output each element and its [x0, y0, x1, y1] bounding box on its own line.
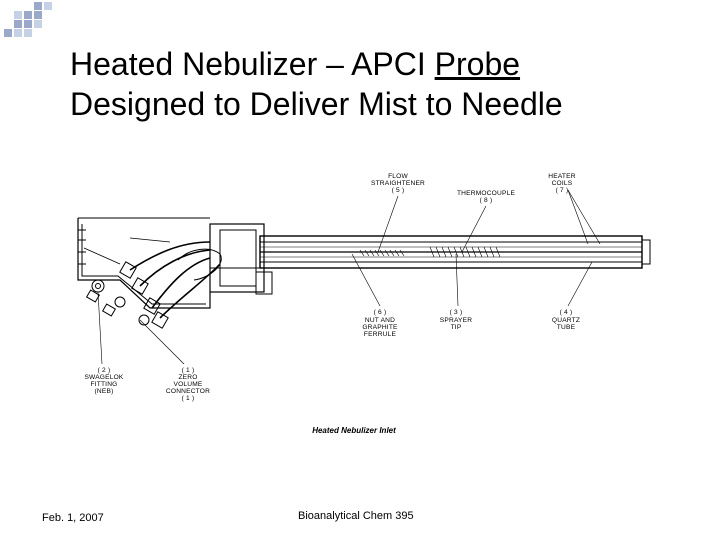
label-flow-straightener-1: FLOW: [388, 173, 408, 180]
label-heater-coils-num: ( 7 ): [555, 187, 569, 194]
label-quartz-num: ( 4 ): [559, 309, 573, 316]
label-nut-1: NUT AND: [364, 317, 396, 324]
label-thermocouple: THERMOCOUPLE: [456, 190, 516, 197]
leader-lines: [98, 190, 600, 364]
gas-lines: [130, 242, 220, 318]
title-underlined-word: Probe: [434, 46, 521, 82]
label-swagelok-3: (NEB): [94, 388, 114, 395]
label-zero-4: ( 1 ): [181, 395, 195, 402]
title-line-1: [70, 44, 690, 84]
footer-date: Feb. 1, 2007: [42, 512, 104, 524]
label-quartz-2: TUBE: [556, 324, 576, 331]
flow-straightener-hatching: [360, 250, 404, 256]
label-zero-3: CONNECTOR: [165, 388, 211, 395]
label-heater-coils-2: COILS: [551, 180, 573, 187]
label-sprayer-1: SPRAYER: [439, 317, 473, 324]
title-prefix: Heated Nebulizer – APCI: [70, 46, 435, 82]
label-quartz-1: QUARTZ: [551, 317, 581, 324]
heated-nebulizer-diagram: [60, 168, 660, 440]
sample-inlet-curve: [178, 249, 221, 280]
label-nut-3: FERRULE: [363, 331, 397, 338]
label-swagelok-num: ( 2 ): [97, 367, 111, 374]
label-thermocouple-num: ( 8 ): [479, 197, 493, 204]
diagram-caption: Heated Nebulizer Inlet: [312, 426, 396, 435]
slide-title: [70, 44, 690, 124]
label-heater-coils-1: HEATER: [548, 173, 576, 180]
label-swagelok-1: SWAGELOK: [84, 374, 124, 381]
label-zero-2: VOLUME: [173, 381, 203, 388]
footer-course: Bioanalytical Chem 395: [298, 510, 414, 522]
title-line-2: Designed to Deliver Mist to Needle: [70, 86, 563, 122]
label-sprayer-2: TIP: [450, 324, 462, 331]
label-zero-num: ( 1 ): [181, 367, 195, 374]
label-zero-1: ZERO: [178, 374, 198, 381]
label-nut-num: ( 6 ): [373, 309, 387, 316]
label-nut-2: GRAPHITE: [362, 324, 398, 331]
corner-decoration: [0, 0, 60, 48]
label-sprayer-num: ( 3 ): [449, 309, 463, 316]
label-flow-straightener-2: STRAIGHTENER: [370, 180, 426, 187]
probe-end-cap: [642, 240, 650, 264]
label-swagelok-2: FITTING: [90, 381, 118, 388]
label-flow-straightener-num: ( 5 ): [391, 187, 405, 194]
